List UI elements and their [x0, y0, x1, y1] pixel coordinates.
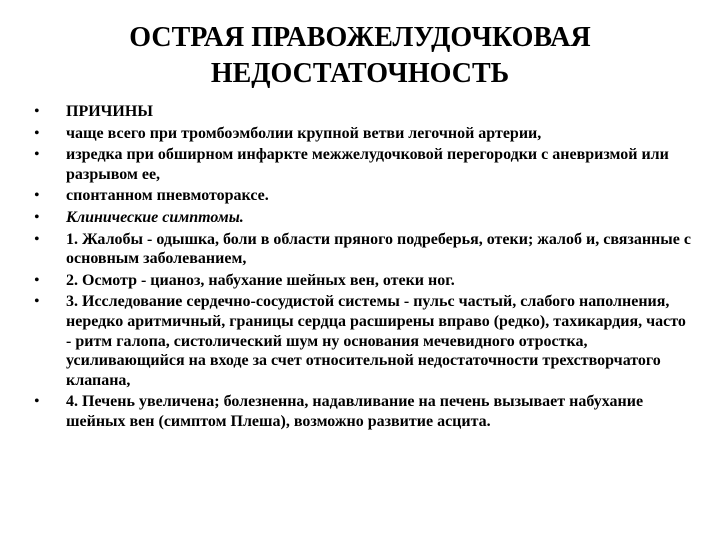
slide-title	[60, 20, 660, 92]
bullet-icon: •	[34, 393, 40, 411]
bullet-icon: •	[34, 230, 40, 248]
list-item-text: 1. Жалобы - одышка, боли в области пряного подреберья, отеки; жалоб и, связанные с основным заболеванием,	[66, 230, 691, 268]
list-item	[32, 208, 692, 228]
list-item	[32, 230, 692, 269]
bullet-icon: •	[34, 103, 40, 120]
list-item	[32, 102, 692, 122]
list-item	[32, 124, 692, 144]
list-item-text: чаще всего при тромбоэмболии крупной ветви легочной артерии,	[66, 124, 542, 142]
bullet-icon: •	[34, 187, 40, 205]
bullet-list	[32, 102, 692, 434]
list-item	[32, 186, 692, 206]
list-item-text: 2. Осмотр - цианоз, набухание шейных вен, отеки ног.	[66, 271, 455, 289]
bullet-icon: •	[34, 293, 40, 311]
list-item-text: 4. Печень увеличена; болезненна, надавливание на печень вызывает набухание шейных вен (симптом Плеша), возможно развитие асцита.	[66, 393, 644, 430]
list-item	[32, 271, 692, 291]
list-item-text: изредка при обширном инфаркте межжелудочковой перегородки с аневризмой или разрывом ее,	[66, 146, 669, 183]
list-item-text: Клинические симптомы.	[66, 208, 244, 226]
bullet-icon: •	[34, 271, 40, 289]
list-item	[32, 392, 692, 431]
list-item-text: 3. Исследование сердечно-сосудистой системы - пульс частый, слабого наполнения, нередко аритмичный, границы сердца расширены вправо (редко), тахикардия, часто - ритм галопа, систолический шум ну основания мечевидного отростка, усиливающийся на входе за счет относительной недостаточности трехстворчатого клапана,	[66, 293, 686, 389]
list-item	[32, 292, 692, 390]
title-line-1: ОСТРАЯ ПРАВОЖЕЛУДОЧКОВАЯ	[129, 22, 591, 53]
list-item-text: ПРИЧИНЫ	[66, 103, 154, 120]
title-line-2: НЕДОСТАТОЧНОСТЬ	[210, 58, 510, 89]
list-item-text: спонтанном пневмотораксе.	[66, 187, 269, 205]
bullet-icon: •	[34, 124, 40, 142]
list-item	[32, 145, 692, 184]
bullet-icon: •	[34, 146, 40, 164]
bullet-icon: •	[34, 208, 40, 226]
